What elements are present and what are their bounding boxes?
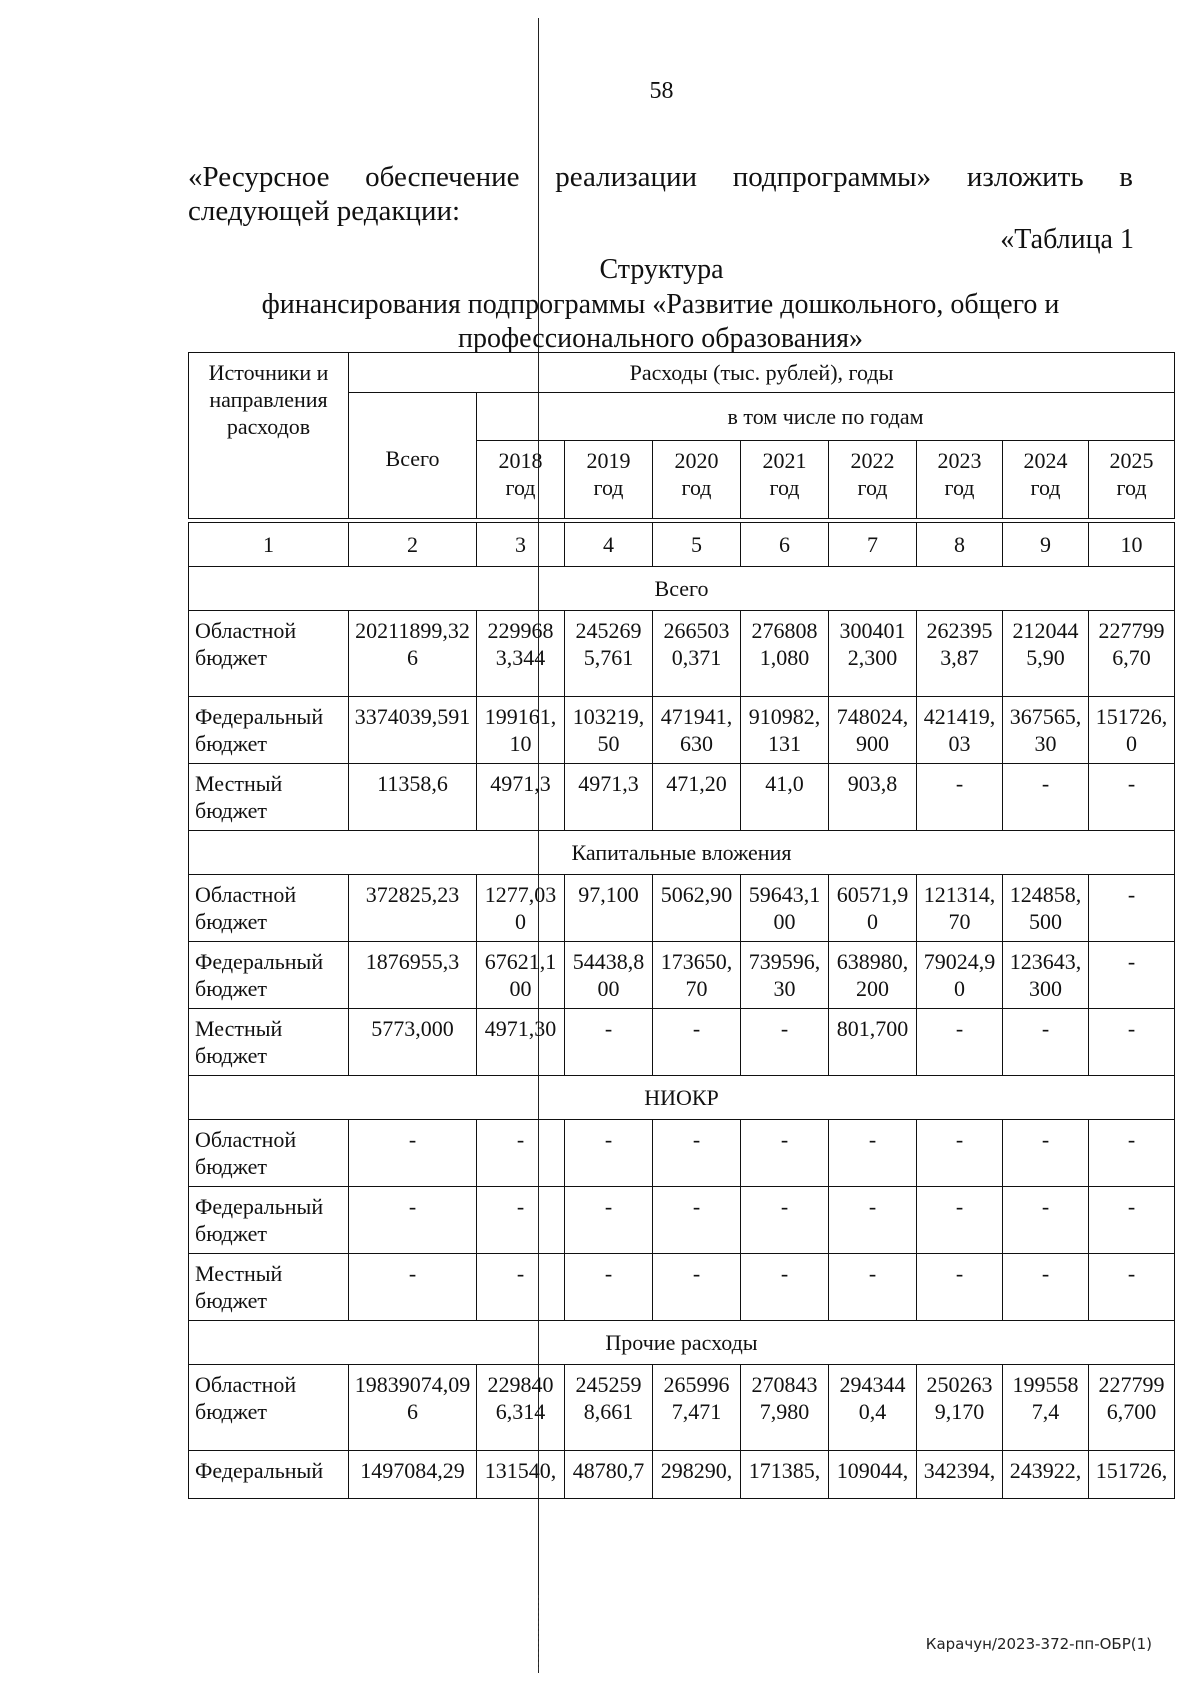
table-label: «Таблица 1 (1000, 224, 1134, 255)
header-expenses: Расходы (тыс. рублей), годы (349, 353, 1175, 393)
section-title: Всего (189, 567, 1175, 611)
table-cell: 131540, (477, 1451, 565, 1499)
table-cell: 2299683,344 (477, 611, 565, 697)
row-label: Областной бюджет (189, 611, 349, 697)
header-year-1: 2018 год (477, 441, 565, 519)
table-cell: - (1089, 764, 1175, 831)
table-cell: 123643,300 (1003, 942, 1089, 1009)
table-cell: 3004012,300 (829, 611, 917, 697)
table-cell: 903,8 (829, 764, 917, 831)
table-cell: - (1089, 1187, 1175, 1254)
table-cell: 41,0 (741, 764, 829, 831)
column-number: 5 (653, 523, 741, 567)
header-sources: Источники и направления расходов (189, 353, 349, 519)
table-cell: - (741, 1120, 829, 1187)
table-cell: - (1089, 942, 1175, 1009)
table-cell: 54438,800 (565, 942, 653, 1009)
table-row (189, 1120, 1175, 1187)
table-cell: - (565, 1187, 653, 1254)
table-cell: 2943440,4 (829, 1365, 917, 1451)
table-cell: - (653, 1187, 741, 1254)
table-cell: 4971,3 (565, 764, 653, 831)
column-number: 3 (477, 523, 565, 567)
table-row (189, 1187, 1175, 1254)
table-cell: 2665030,371 (653, 611, 741, 697)
row-label: Местный бюджет (189, 1254, 349, 1321)
table-cell: - (917, 1120, 1003, 1187)
table-cell: 1995587,4 (1003, 1365, 1089, 1451)
table-row (189, 1009, 1175, 1076)
table-cell: 2502639,170 (917, 1365, 1003, 1451)
intro-text: «Ресурсное обеспечение реализации подпрограммы» изложить в следующей редакции: (188, 161, 1133, 227)
table-row (189, 875, 1175, 942)
column-number: 8 (917, 523, 1003, 567)
table-cell: - (1003, 1254, 1089, 1321)
table-cell: 2708437,980 (741, 1365, 829, 1451)
table-cell: - (741, 1254, 829, 1321)
table-row (189, 697, 1175, 764)
table-row (189, 764, 1175, 831)
table-cell: - (477, 1254, 565, 1321)
table-cell: 5773,000 (349, 1009, 477, 1076)
column-number: 2 (349, 523, 477, 567)
table-cell: - (1003, 1009, 1089, 1076)
row-label: Федеральный бюджет (189, 1187, 349, 1254)
table-cell: 367565,30 (1003, 697, 1089, 764)
table-cell: 342394, (917, 1451, 1003, 1499)
row-label: Федеральный (189, 1451, 349, 1499)
table-row (189, 611, 1175, 697)
header-year-8: 2025 год (1089, 441, 1175, 519)
table-cell: - (1003, 764, 1089, 831)
table-cell: 67621,100 (477, 942, 565, 1009)
header-year-4: 2021 год (741, 441, 829, 519)
row-label: Областной бюджет (189, 1120, 349, 1187)
table-cell: 910982,131 (741, 697, 829, 764)
table-cell: - (917, 1009, 1003, 1076)
table-cell: 1277,030 (477, 875, 565, 942)
table-cell: 2659967,471 (653, 1365, 741, 1451)
header-by-years: в том числе по годам (477, 393, 1175, 441)
column-number: 6 (741, 523, 829, 567)
financing-table (188, 352, 1175, 1499)
table-cell: 1876955,3 (349, 942, 477, 1009)
header-year-2: 2019 год (565, 441, 653, 519)
table-cell: 243922, (1003, 1451, 1089, 1499)
table-cell: 748024,900 (829, 697, 917, 764)
table-cell: - (1089, 1254, 1175, 1321)
table-cell: 151726, (1089, 1451, 1175, 1499)
table-cell: 1497084,29 (349, 1451, 477, 1499)
table-cell: - (741, 1187, 829, 1254)
table-cell: 4971,30 (477, 1009, 565, 1076)
table-cell: - (829, 1187, 917, 1254)
table-cell: 372825,23 (349, 875, 477, 942)
table-title-line2: финансирования подпрограммы «Развитие дошкольного, общего и профессионального образования» (261, 289, 1060, 354)
table-cell: - (1003, 1187, 1089, 1254)
table-cell: 2277996,700 (1089, 1365, 1175, 1451)
table-cell: - (1089, 1009, 1175, 1076)
table-cell: - (653, 1254, 741, 1321)
section-title: НИОКР (189, 1076, 1175, 1120)
table-cell: 121314,70 (917, 875, 1003, 942)
table-cell: - (565, 1009, 653, 1076)
table-cell: 199161,10 (477, 697, 565, 764)
table-cell: 59643,100 (741, 875, 829, 942)
section-title: Прочие расходы (189, 1321, 1175, 1365)
column-number: 1 (189, 523, 349, 567)
table-row (189, 942, 1175, 1009)
table-cell: 60571,90 (829, 875, 917, 942)
table-cell: - (349, 1254, 477, 1321)
table-cell: 2298406,314 (477, 1365, 565, 1451)
table-cell: - (1003, 1120, 1089, 1187)
table-cell: 173650,70 (653, 942, 741, 1009)
table-cell: 471,20 (653, 764, 741, 831)
row-label: Местный бюджет (189, 764, 349, 831)
table-row (189, 1254, 1175, 1321)
table-cell: - (477, 1120, 565, 1187)
table-cell: - (917, 1187, 1003, 1254)
table-cell: - (349, 1120, 477, 1187)
table-cell: - (565, 1120, 653, 1187)
header-year-6: 2023 год (917, 441, 1003, 519)
table-cell: 5062,90 (653, 875, 741, 942)
table-cell: - (653, 1120, 741, 1187)
table-row (189, 1365, 1175, 1451)
table-cell: 103219,50 (565, 697, 653, 764)
footer-stamp: Карачун/2023-372-пп-ОБР(1) (925, 1635, 1152, 1653)
table-cell: 171385, (741, 1451, 829, 1499)
table-cell: 2452695,761 (565, 611, 653, 697)
table-cell: 298290, (653, 1451, 741, 1499)
table-cell: - (349, 1187, 477, 1254)
page-number: 58 (649, 78, 674, 104)
table-cell: 4971,3 (477, 764, 565, 831)
table-cell: - (565, 1254, 653, 1321)
table-cell: - (477, 1187, 565, 1254)
table-cell: 2120445,90 (1003, 611, 1089, 697)
table-cell: 2623953,87 (917, 611, 1003, 697)
table-cell: - (653, 1009, 741, 1076)
table-cell: 124858,500 (1003, 875, 1089, 942)
table-cell: - (829, 1120, 917, 1187)
column-number: 9 (1003, 523, 1089, 567)
table-cell: 11358,6 (349, 764, 477, 831)
table-cell: 109044, (829, 1451, 917, 1499)
table-cell: - (917, 764, 1003, 831)
row-label: Областной бюджет (189, 1365, 349, 1451)
table-cell: - (917, 1254, 1003, 1321)
column-number: 10 (1089, 523, 1175, 567)
row-label: Федеральный бюджет (189, 942, 349, 1009)
table-cell: 48780,7 (565, 1451, 653, 1499)
column-number: 4 (565, 523, 653, 567)
scan-fold-line-dashed (538, 1595, 539, 1670)
table-title-line1: Структура (599, 254, 724, 285)
header-year-5: 2022 год (829, 441, 917, 519)
table-cell: - (741, 1009, 829, 1076)
table-cell: 3374039,591 (349, 697, 477, 764)
table-cell: 2277996,70 (1089, 611, 1175, 697)
table-cell: 20211899,326 (349, 611, 477, 697)
table-cell: - (829, 1254, 917, 1321)
table-row (189, 1451, 1175, 1499)
table-cell: 471941,630 (653, 697, 741, 764)
table-cell: 151726,0 (1089, 697, 1175, 764)
table-cell: 97,100 (565, 875, 653, 942)
table-cell: 2768081,080 (741, 611, 829, 697)
table-cell: 739596,30 (741, 942, 829, 1009)
table-cell: 19839074,096 (349, 1365, 477, 1451)
table-cell: 79024,90 (917, 942, 1003, 1009)
row-label: Федеральный бюджет (189, 697, 349, 764)
row-label: Областной бюджет (189, 875, 349, 942)
table-cell: - (1089, 875, 1175, 942)
table-cell: 2452598,661 (565, 1365, 653, 1451)
table-cell: - (1089, 1120, 1175, 1187)
header-year-7: 2024 год (1003, 441, 1089, 519)
section-title: Капитальные вложения (189, 831, 1175, 875)
row-label: Местный бюджет (189, 1009, 349, 1076)
header-year-3: 2020 год (653, 441, 741, 519)
column-number: 7 (829, 523, 917, 567)
header-total: Всего (349, 393, 477, 519)
table-cell: 801,700 (829, 1009, 917, 1076)
table-cell: 638980,200 (829, 942, 917, 1009)
table-cell: 421419,03 (917, 697, 1003, 764)
